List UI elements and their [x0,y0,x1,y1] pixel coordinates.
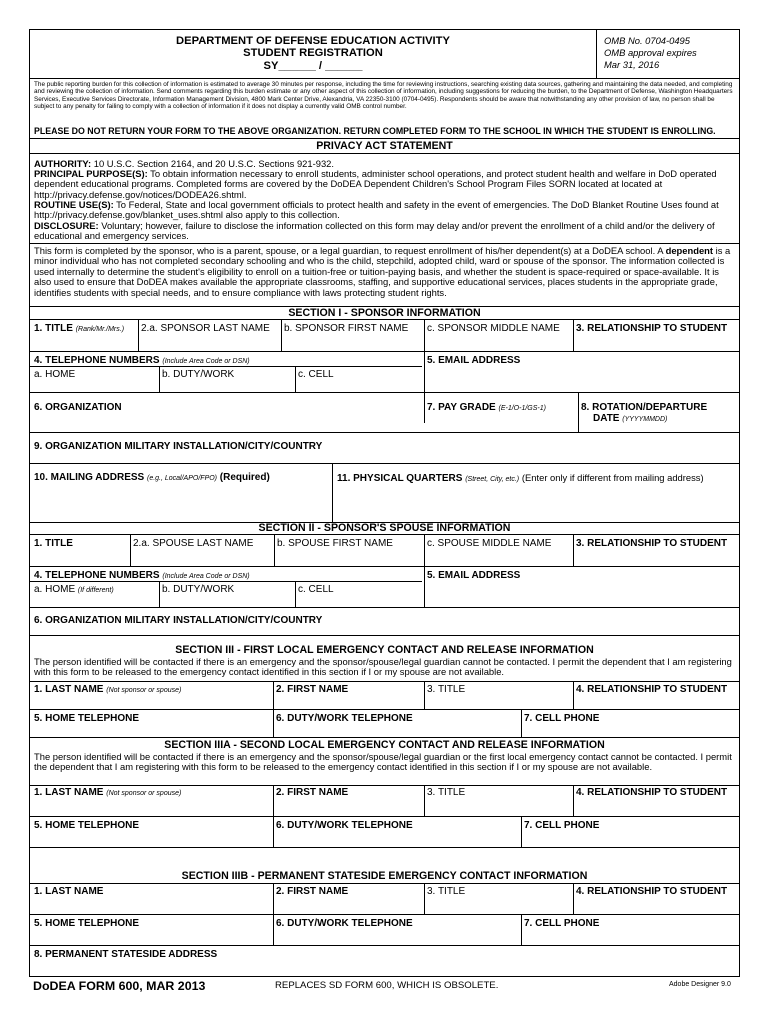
s2-home-hint: (If different) [77,587,114,594]
section-3a-text: The person identified will be contacted if there is an emergency and the sponsor/spouse/legal guardian or the first local emergency contact cannot be contacted. I permit the dependent that I am registering with this form to be released to the emergency contact identified in this section if I or my spouse are not available. [34,751,732,773]
s1-mail-label: 10. MAILING ADDRESS [34,472,145,483]
section-3a-title: SECTION IIIA - SECOND LOCAL EMERGENCY CONTACT AND RELEASE INFORMATION [164,739,605,751]
disclosure-text: Voluntary; however, failure to disclose the information collected on this form may delay and/or prevent the enrollment of a child and/or the delivery of educational and emergency services. [34,220,715,242]
intro-dependent: dependent [665,245,714,256]
s1-tel-label: 4. TELEPHONE NUMBERS [34,355,160,366]
s1-installation-field[interactable]: 9. ORGANIZATION MILITARY INSTALLATION/CITY/COUNTRY [34,441,323,452]
s2-home-phone-field[interactable] [34,584,114,595]
s1-phys-label: 11. PHYSICAL QUARTERS [337,473,463,484]
s1-cell-phone-field[interactable]: c. CELL [298,369,334,380]
s3-last-hint: (Not sponsor or spouse) [106,687,182,694]
s3b-cell-phone-field[interactable]: 7. CELL PHONE [524,918,600,929]
s1-last-name-field[interactable]: 2.a. SPONSOR LAST NAME [141,323,270,334]
s1-home-phone-field[interactable]: a. HOME [34,369,76,380]
intro-text-1: This form is completed by the sponsor, who is a parent, spouse, or a legal guardian, to request enrollment of his/her dependent(s) at a DoDEA school. A [34,245,663,256]
designer-note: Adobe Designer 9.0 [669,981,731,988]
s1-rotation-date-field[interactable] [593,413,667,424]
s1-pay-grade-field[interactable] [427,402,546,413]
s1-relationship-field[interactable]: 3. RELATIONSHIP TO STUDENT [576,323,728,334]
agency-name: DEPARTMENT OF DEFENSE EDUCATION ACTIVITY [176,35,450,47]
s1-title-hint: (Rank/Mr./Mrs.) [75,326,125,333]
s1-mail-hint: (e.g., Local/APO/FPO) [146,475,218,482]
omb-expiry-date: Mar 31, 2016 [604,59,660,70]
routine-label: ROUTINE USE(S): [34,199,114,210]
s1-title-field[interactable] [34,323,124,334]
section-2-title: SECTION II - SPONSOR'S SPOUSE INFORMATION [258,522,511,534]
section-3-title: SECTION III - FIRST LOCAL EMERGENCY CONTACT AND RELEASE INFORMATION [175,644,594,656]
s1-title-label: 1. TITLE [34,323,73,334]
s1-first-name-field[interactable]: b. SPONSOR FIRST NAME [284,323,409,334]
section-3b-title: SECTION IIIB - PERMANENT STATESIDE EMERGENCY CONTACT INFORMATION [181,870,588,882]
s3a-first-name-field[interactable]: 2. FIRST NAME [276,787,349,798]
authority-text: 10 U.S.C. Section 2164, and 20 U.S.C. Sections 921-932. [93,158,334,169]
s2-tel-label: 4. TELEPHONE NUMBERS [34,570,160,581]
s3-cell-phone-field[interactable]: 7. CELL PHONE [524,713,600,724]
omb-approval: OMB approval expires [604,47,697,58]
s3-first-name-field[interactable]: 2. FIRST NAME [276,684,349,695]
s2-email-field[interactable]: 5. EMAIL ADDRESS [427,570,521,581]
registration-form [29,29,740,977]
s1-tel-hint: (Include Area Code or DSN) [162,358,250,365]
s2-tel-hint: (Include Area Code or DSN) [162,573,250,580]
intro-paragraph [34,246,735,298]
s1-rotation-label-1[interactable]: 8. ROTATION/DEPARTURE [581,402,708,413]
s1-pay-hint: (E-1/O-1/GS-1) [498,405,546,412]
s1-telephone-header [34,355,250,366]
s3b-relationship-field[interactable]: 4. RELATIONSHIP TO STUDENT [576,886,728,897]
s3a-home-phone-field[interactable]: 5. HOME TELEPHONE [34,820,140,831]
s3a-last-hint: (Not sponsor or spouse) [106,790,182,797]
return-warning: PLEASE DO NOT RETURN YOUR FORM TO THE ABOVE ORGANIZATION. RETURN COMPLETED FORM TO THE SCHOOL IN WHICH THE STUDENT IS ENROLLING. [34,126,716,136]
s3b-address-field[interactable]: 8. PERMANENT STATESIDE ADDRESS [34,949,218,960]
s3-last-label: 1. LAST NAME [34,684,104,695]
s3b-last-name-field[interactable]: 1. LAST NAME [34,886,104,897]
s1-phys-hint: (Street, City, etc.) [465,476,520,483]
privacy-title: PRIVACY ACT STATEMENT [316,140,453,152]
s2-home-label: a. HOME [34,584,76,595]
s3a-last-name-field[interactable] [34,787,181,798]
authority-label: AUTHORITY: [34,158,92,169]
s3-last-name-field[interactable] [34,684,181,695]
privacy-routine [34,200,735,221]
s2-relationship-field[interactable]: 3. RELATIONSHIP TO STUDENT [576,538,728,549]
s3b-home-phone-field[interactable]: 5. HOME TELEPHONE [34,918,140,929]
form-title: STUDENT REGISTRATION [243,47,383,59]
s3-duty-phone-field[interactable]: 6. DUTY/WORK TELEPHONE [276,713,413,724]
s2-title-field[interactable]: 1. TITLE [34,538,73,549]
intro-text-2: is a minor individual who has not completed secondary schooling and who is the child, stepchild, adopted child, ward or spouse of the sponsor. The information collected is used internally to determine the student's eligibility to enroll on a tuition-free or tuition-paying basis, and whether the student is space-required or space-available. It is also used to ensure that DoDEA makes available the appropriate classrooms, staffing, and supportive educational services, places students in the appropriate grade, identifies students with special needs, and to ensure compliance with laws protecting student rights. [34,245,731,298]
s3b-duty-phone-field[interactable]: 6. DUTY/WORK TELEPHONE [276,918,413,929]
s3-relationship-field[interactable]: 4. RELATIONSHIP TO STUDENT [576,684,728,695]
s2-telephone-header [34,570,250,581]
school-year[interactable]: SY______ / ______ [263,60,363,72]
s3-home-phone-field[interactable]: 5. HOME TELEPHONE [34,713,140,724]
s3b-title-field[interactable]: 3. TITLE [427,886,466,897]
s1-email-field[interactable]: 5. EMAIL ADDRESS [427,355,521,366]
s2-middle-name-field[interactable]: c. SPOUSE MIDDLE NAME [427,538,552,549]
s2-duty-phone-field[interactable]: b. DUTY/WORK [162,584,235,595]
s2-cell-phone-field[interactable]: c. CELL [298,584,334,595]
omb-number: OMB No. 0704-0495 [604,35,690,46]
section-3-text: The person identified will be contacted if there is an emergency and the sponsor/spouse/legal guardian cannot be contacted. I permit the dependent that I am registering with this form to be released to the emergency contact identified in this section if I or my spouse are not available. [34,656,732,678]
s2-installation-field[interactable]: 6. ORGANIZATION MILITARY INSTALLATION/CITY/COUNTRY [34,615,323,626]
s1-rotation-label-2: DATE [593,413,620,424]
privacy-purpose [34,169,735,200]
s3a-cell-phone-field[interactable]: 7. CELL PHONE [524,820,600,831]
s3a-relationship-field[interactable]: 4. RELATIONSHIP TO STUDENT [576,787,728,798]
s3a-title-field[interactable]: 3. TITLE [427,787,466,798]
s1-middle-name-field[interactable]: c. SPONSOR MIDDLE NAME [427,323,560,334]
s3b-first-name-field[interactable]: 2. FIRST NAME [276,886,349,897]
s1-mailing-address-field[interactable] [34,472,270,483]
s2-first-name-field[interactable]: b. SPOUSE FIRST NAME [277,538,393,549]
s1-organization-field[interactable]: 6. ORGANIZATION [34,402,122,413]
s3-title-field[interactable]: 3. TITLE [427,684,466,695]
form-number: DoDEA FORM 600, MAR 2013 [33,979,206,993]
purpose-text: To obtain information necessary to enroll students, administer school operations, and protect student health and welfare in DoD operated dependent educational programs. Completed forms are covered by the DoDEA Dependent Children's School Program Files SORN located at located at http://privacy.defense.gov/notices/DODEA26.shtml. [34,168,717,200]
s1-phys-note: (Enter only if different from mailing address) [521,472,704,483]
disclosure-label: DISCLOSURE: [34,220,99,231]
s1-physical-quarters-field[interactable] [337,472,704,484]
s3a-duty-phone-field[interactable]: 6. DUTY/WORK TELEPHONE [276,820,413,831]
s3a-last-label: 1. LAST NAME [34,787,104,798]
burden-statement: The public reporting burden for this collection of information is estimated to average 30 minutes per response, including the time for reviewing instructions, searching existing data sources, gathering and maintaining the data needed, and completing and reviewing the collection of information. Send comments regarding this burden estimate or any other aspect of this collection of information, including suggestions for reducing the burden, to the Department of Defense, Washington Headquarters Services, Executive Services Directorate, Information Management Division, 4800 Mark Center Drive, Alexandria, VA 22350-3100 (0704-0495). Respondents should be aware that notwithstanding any other provision of law, no person shall be subject to any penalty for failing to comply with a collection of information if it does not display a currently valid OMB control number. [34,81,733,111]
s1-mail-required: (Required) [219,472,270,483]
section-1-title: SECTION I - SPONSOR INFORMATION [288,307,481,319]
purpose-label: PRINCIPAL PURPOSE(S): [34,168,148,179]
privacy-disclosure [34,221,735,242]
s2-last-name-field[interactable]: 2.a. SPOUSE LAST NAME [133,538,254,549]
routine-text: To Federal, State and local government officials to protect health and safety in the event of emergencies. The DoD Blanket Routine Uses found at http://privacy.defense.gov/blanket_uses.shtml also apply to this collection. [34,199,719,221]
s1-duty-phone-field[interactable]: b. DUTY/WORK [162,369,235,380]
replaces-note: REPLACES SD FORM 600, WHICH IS OBSOLETE. [275,980,499,991]
s1-pay-label: 7. PAY GRADE [427,402,496,413]
s1-rotation-hint: (YYYYMMDD) [622,416,668,423]
